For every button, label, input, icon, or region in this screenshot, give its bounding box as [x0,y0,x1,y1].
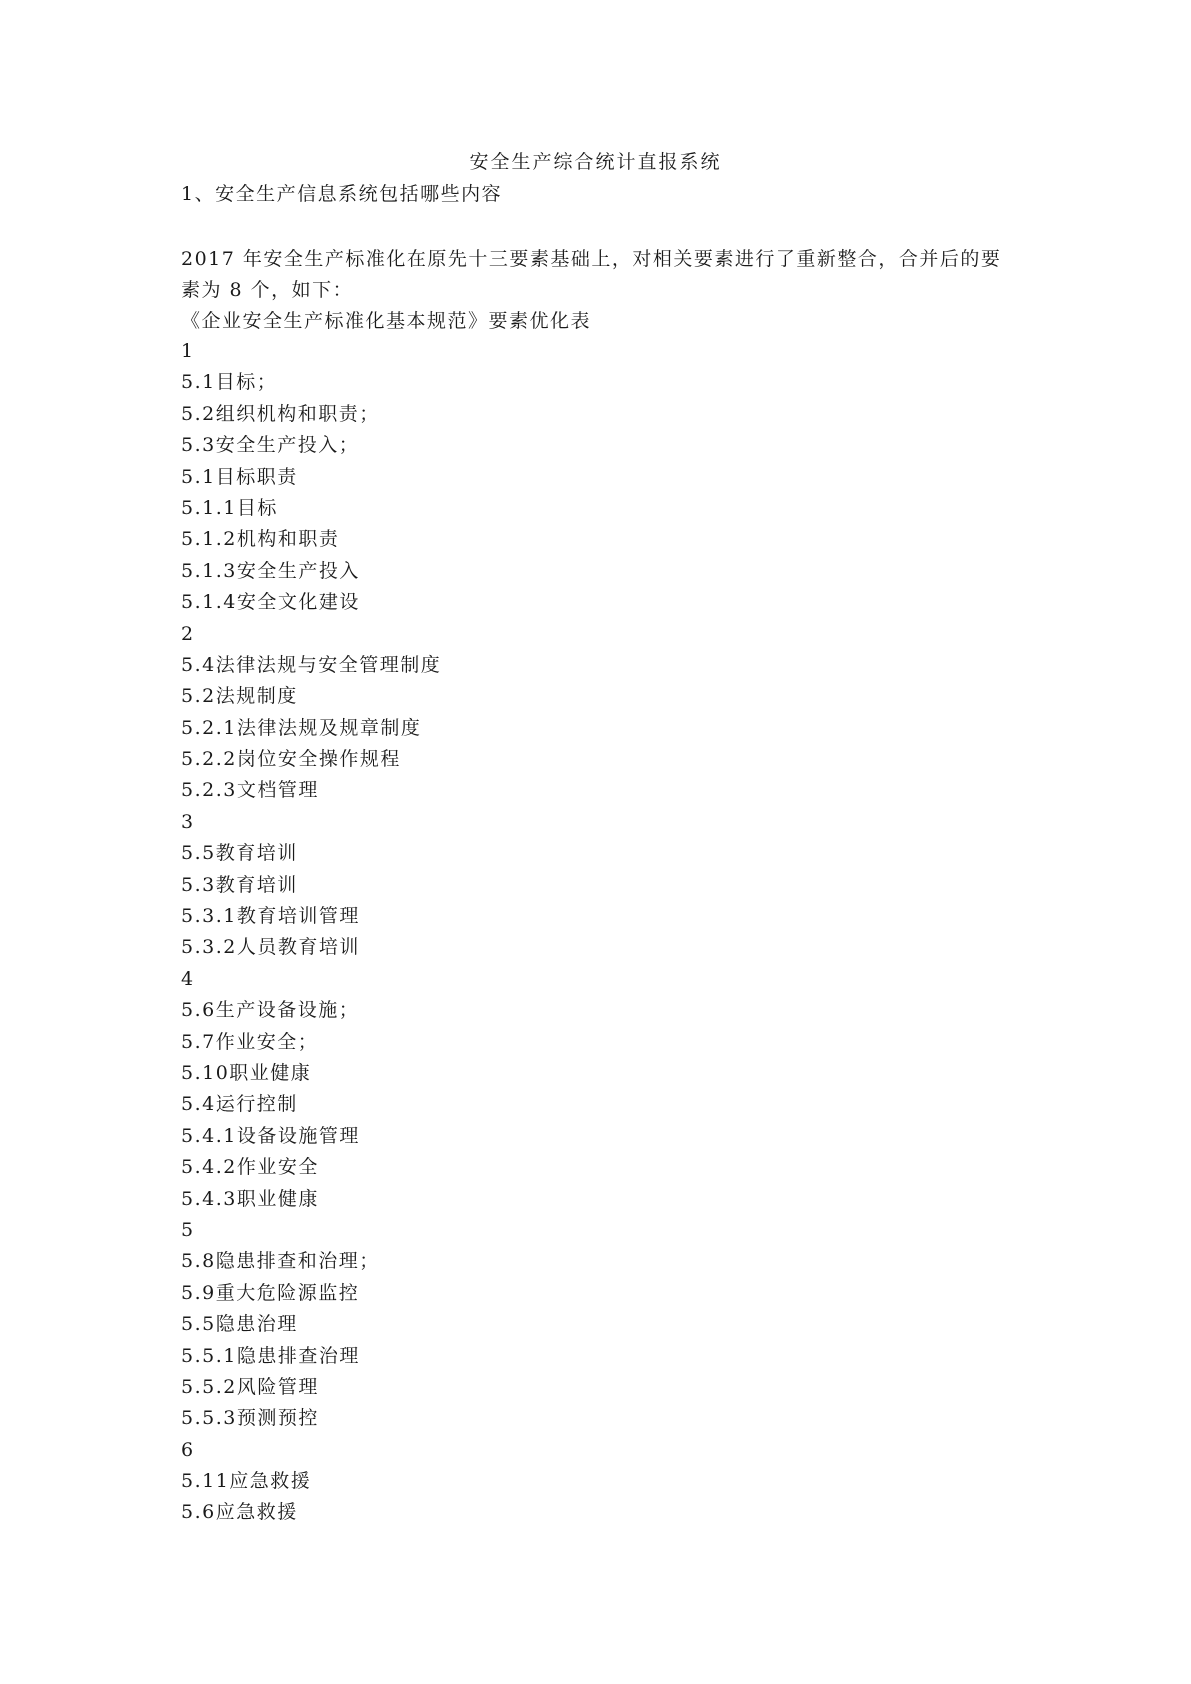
list-item: 4 [181,967,195,990]
list-item: 5.1目标； [181,371,278,394]
list-item: 5.7作业安全； [181,1030,319,1053]
list-item: 5.5教育培训 [181,842,298,865]
list-item: 5.11应急救援 [181,1470,312,1493]
list-item: 1 [181,340,195,362]
intro-line: 素为 8 个，如下： [181,279,354,301]
list-item: 5.3教育培训 [181,873,298,896]
list-item: 5.4.1设备设施管理 [181,1124,360,1147]
list-item: 5.6应急救援 [181,1501,298,1524]
list-item: 5.1.4安全文化建设 [181,591,360,614]
document-title: 安全生产综合统计直报系统 [469,151,722,173]
list-item: 2 [181,622,195,645]
list-item: 5.2组织机构和职责； [181,402,380,425]
list-item: 5.4运行控制 [181,1093,298,1116]
intro-line: 2017 年安全生产标准化在原先十三要素基础上，对相关要素进行了重新整合，合并后的要 [181,248,1002,270]
list-item: 5.1.2机构和职责 [181,528,340,551]
list-item: 5.5隐患治理 [181,1313,298,1336]
list-item: 5.3.2人员教育培训 [181,936,360,959]
list-item: 5.6生产设备设施； [181,999,360,1022]
list-item: 5.5.2风险管理 [181,1375,319,1398]
table-caption: 《企业安全生产标准化基本规范》要素优化表 [181,310,592,332]
list-item: 5.5.3预测预控 [181,1407,319,1430]
list-item: 5.1.3安全生产投入 [181,559,360,582]
list-item: 5.2.3文档管理 [181,779,319,802]
list-item: 5.1.1目标 [181,496,278,519]
list-item: 5.3.1教育培训管理 [181,905,360,928]
list-item: 5.2法规制度 [181,685,298,708]
question-heading: 1、安全生产信息系统包括哪些内容 [181,183,503,205]
list-item: 6 [181,1438,195,1461]
list-item: 5.8隐患排查和治理； [181,1250,380,1273]
element-list [181,336,441,1529]
list-item: 5.10职业健康 [181,1061,312,1084]
list-item: 5.5.1隐患排查治理 [181,1344,360,1367]
list-item: 5.4法律法规与安全管理制度 [181,653,442,676]
list-item: 5 [181,1218,195,1241]
list-item: 5.4.2作业安全 [181,1156,319,1179]
list-item: 5.2.1法律法规及规章制度 [181,716,422,739]
list-item: 5.2.2岗位安全操作规程 [181,748,401,771]
list-item: 5.3安全生产投入； [181,434,360,457]
list-item: 5.4.3职业健康 [181,1187,319,1210]
intro-paragraph [181,244,1031,337]
list-item: 5.9重大危险源监控 [181,1281,360,1304]
list-item: 3 [181,810,195,833]
list-item: 5.1目标职责 [181,465,298,488]
